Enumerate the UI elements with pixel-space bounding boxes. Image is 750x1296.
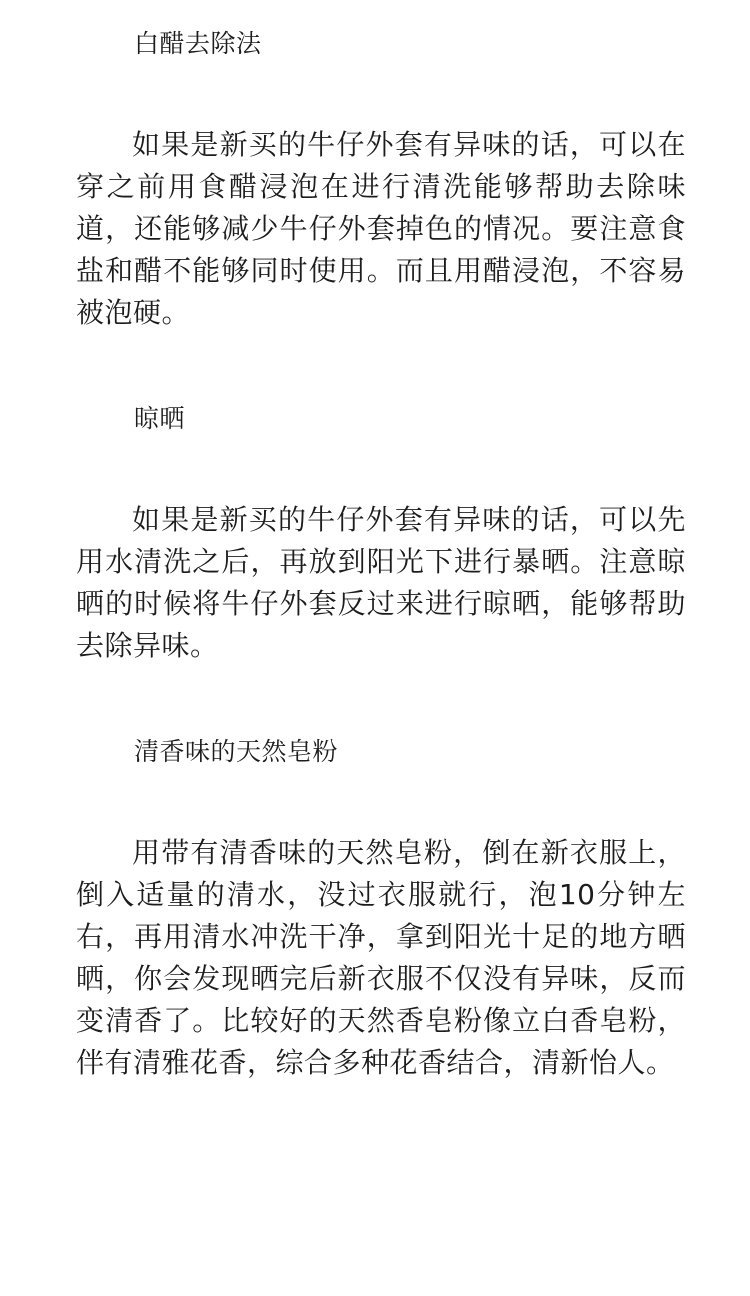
section-heading: 晾晒 — [134, 404, 186, 433]
section-vinegar-method — [76, 14, 686, 334]
section-paragraph: 如果是新买的牛仔外套有异味的话，可以先用水清洗之后，再放到阳光下进行暴晒。注意晾晒的时候将牛仔外套反过来进行晾晒，能够帮助去除异味。 — [76, 503, 686, 662]
article-body — [76, 14, 686, 1084]
section-paragraph: 如果是新买的牛仔外套有异味的话，可以在穿之前用食醋浸泡在进行清洗能够帮助去除味道，还能够减少牛仔外套掉色的情况。要注意食盐和醋不能够同时使用。而且用醋浸泡，不容易被泡硬。 — [76, 128, 686, 329]
section-soap-powder — [76, 722, 686, 1084]
section-paragraph: 用带有清香味的天然皂粉，倒在新衣服上，倒入适量的清水，没过衣服就行，泡10分钟左右，再用清水冲洗干净，拿到阳光十足的地方晒晒，你会发现晒完后新衣服不仅没有异味，反而变清香了。比较好的天然香皂粉像立白香皂粉，伴有清雅花香，综合多种花香结合，清新怡人。 — [76, 836, 686, 1079]
section-heading: 白醋去除法 — [134, 29, 262, 58]
section-sun-drying — [76, 389, 686, 667]
section-heading: 清香味的天然皂粉 — [134, 737, 339, 766]
